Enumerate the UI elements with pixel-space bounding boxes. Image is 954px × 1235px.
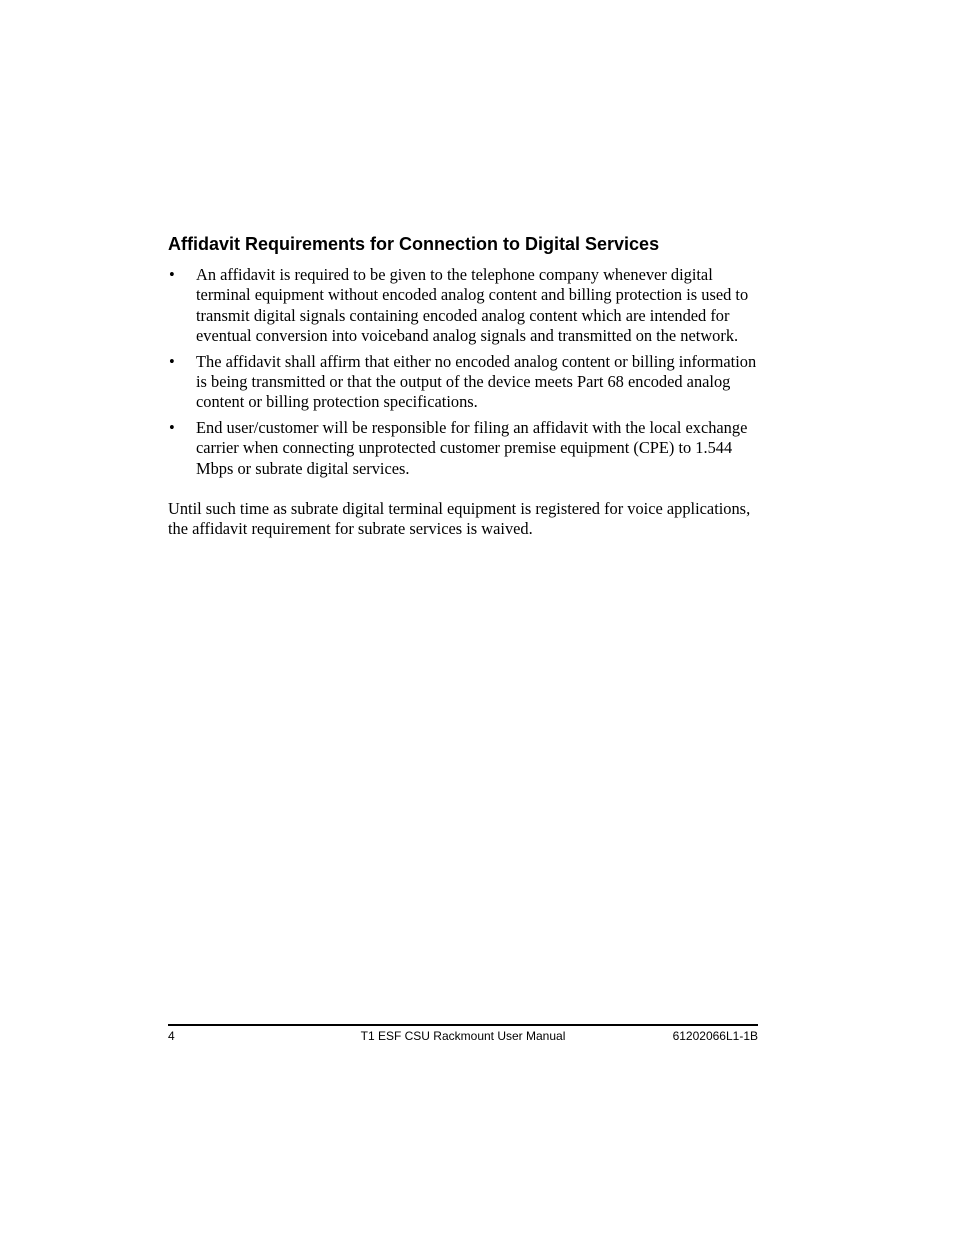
manual-title: T1 ESF CSU Rackmount User Manual — [360, 1029, 566, 1043]
bullet-list — [168, 265, 760, 479]
document-number: 61202066L1-1B — [672, 1029, 758, 1043]
bullet-icon: • — [169, 417, 175, 437]
section-heading: Affidavit Requirements for Connection to Digital Services — [168, 234, 660, 254]
bullet-item — [168, 418, 760, 479]
footer-divider — [168, 1024, 758, 1026]
bullet-icon: • — [169, 351, 175, 371]
page-content — [168, 232, 760, 540]
bullet-text: An affidavit is required to be given to the telephone company whenever digital terminal equipment without encoded analog content and billing protection is used to transmit digital signals containing encoded analog content which are intended for eventual conversion into voiceband analog signals and transmitted on the network. — [196, 265, 749, 346]
body-paragraph: Until such time as subrate digital terminal equipment is registered for voice applications, the affidavit requirement for subrate services is waived. — [168, 499, 751, 539]
bullet-item — [168, 265, 760, 347]
bullet-text: The affidavit shall affirm that either no encoded analog content or billing information is being transmitted or that the output of the device meets Part 68 encoded analog content or billing protection specifications. — [196, 351, 757, 412]
bullet-text: End user/customer will be responsible for filing an affidavit with the local exchange carrier when connecting unprotected customer premise equipment (CPE) to 1.544 Mbps or subrate digital services. — [196, 417, 748, 478]
page-number: 4 — [168, 1029, 175, 1043]
page-footer — [168, 1028, 758, 1044]
bullet-icon: • — [169, 265, 175, 284]
bullet-item — [168, 352, 760, 413]
